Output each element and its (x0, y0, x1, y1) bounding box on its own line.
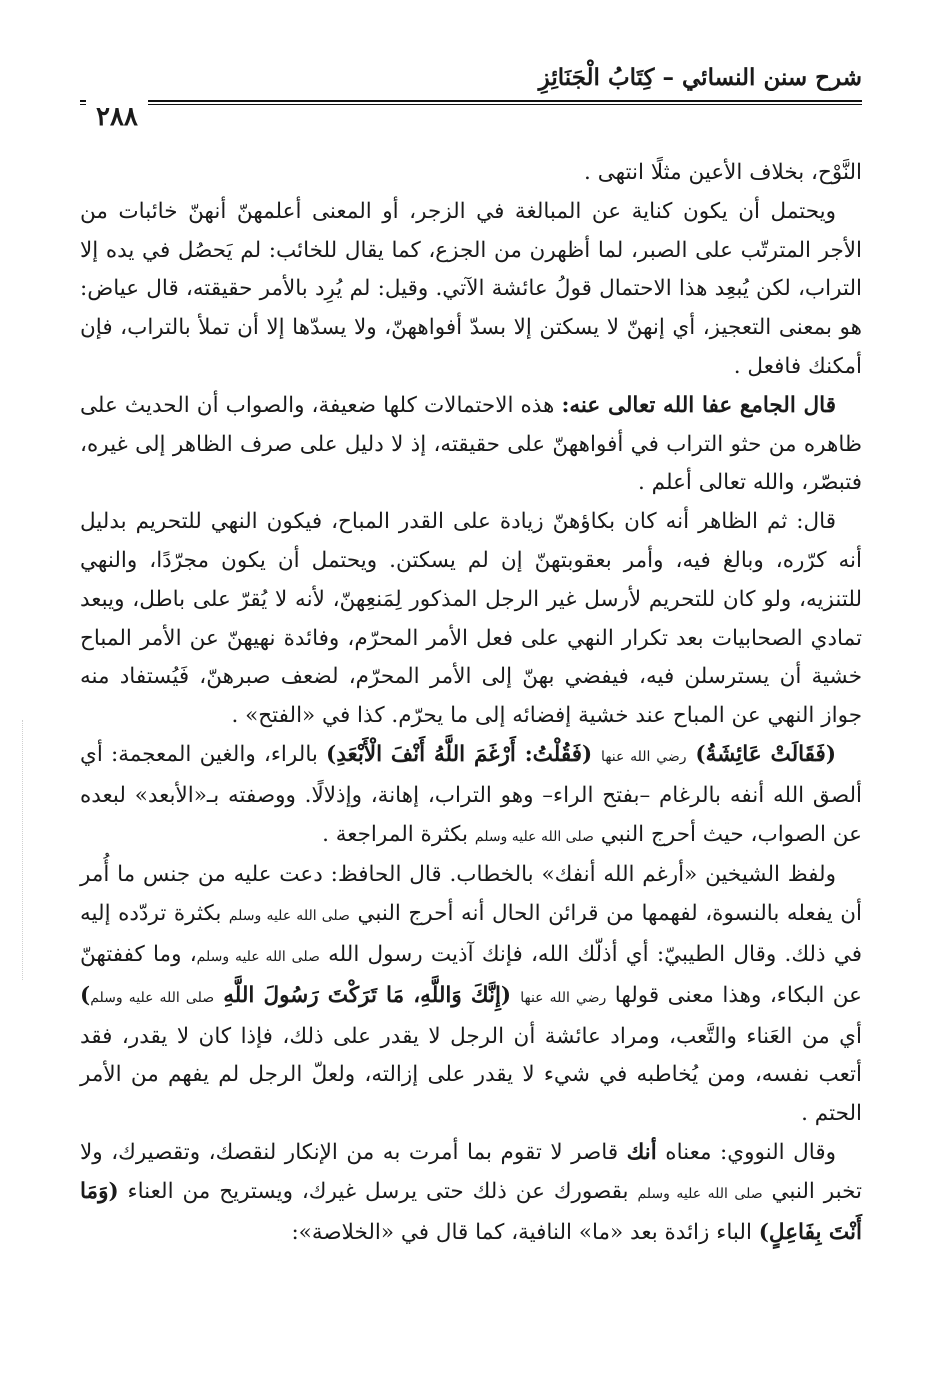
honorific-glyph: رضي الله عنها (601, 748, 687, 765)
header-rule (80, 100, 862, 105)
paragraph (80, 193, 862, 387)
honorific-glyph: صلى الله عليه وسلم (474, 828, 594, 845)
bold-text-run: (فَقَالَتْ عَائِشَةُ) (686, 741, 837, 767)
text-run: وقال النووي: معناه (656, 1139, 836, 1165)
text-run: بقصورك عن ذلك حتى يرسل غيرك، ويستريح من العناء (118, 1178, 638, 1204)
text-run: النَّوْح، بخلاف الأعين مثلًا انتهى . (584, 160, 862, 185)
paragraph (80, 736, 862, 856)
text-run: الباء زائدة بعد «ما» النافية، كما قال في «الخلاصة»: (291, 1219, 759, 1245)
bold-text-run: (وَمَا أَنْتَ بِفَاعِلٍ) (80, 1178, 862, 1245)
scan-margin-mark (22, 720, 23, 980)
paragraph (80, 503, 862, 736)
text-run: بالراء، والغين المعجمة: أي ألصق الله أنفه بالرغام –بفتح الراء– وهو التراب، إهانة، وإذلالًا. ووصفته بـ«الأبعد» لبعده عن الصواب، حيث أحرج النبي (80, 741, 862, 847)
bold-text-run: (إِنَّكَ وَاللَّهِ، مَا تَرَكْتَ رَسُولَ اللَّهِ (214, 982, 521, 1008)
text-run: بكثرة المراجعة . (322, 821, 475, 847)
bold-text-run: (فَقُلْتُ: أَرْغَمَ اللَّهُ أَنْفَ الْأَبْعَدِ) (326, 741, 602, 767)
paragraph (80, 387, 862, 503)
bold-text-run: أنك (626, 1139, 657, 1165)
paragraph (80, 1134, 862, 1252)
text-run: بكثرة تردّده إليه في ذلك. وقال الطيبيّ: أي أذلّك الله، فإنك آذيت رسول الله (80, 901, 863, 967)
bold-text-run: ) (80, 982, 91, 1008)
book-page (80, 60, 862, 1252)
bold-text-run: قال الجامع عفا الله تعالى عنه: (561, 392, 836, 418)
honorific-glyph: صلى الله عليه وسلم (196, 948, 320, 965)
paragraph (80, 856, 862, 1134)
text-run: قاصر لا تقوم بما أمرت به من الإنكار لنقصك، وتقصيرك، ولا تخبر النبي (80, 1139, 862, 1204)
text-run: ، وما كففتهنّ عن البكاء، وهذا معنى قولها (80, 941, 862, 1008)
page-number: ٢٨٨ (86, 100, 148, 134)
running-title: شرح سنن النسائي – كِتَابُ الْجَنَائِزِ (538, 64, 862, 91)
body-text (80, 154, 862, 1252)
honorific-glyph: رضي الله عنها (520, 989, 607, 1006)
honorific-glyph: صلى الله عليه وسلم (637, 1185, 763, 1202)
honorific-glyph: صلى الله عليه وسلم (228, 908, 350, 925)
text-run: ويحتمل أن يكون كناية عن المبالغة في الزجر، أو المعنى أعلمهنّ أنهنّ خائبات من الأجر المترتّب على الصبر، لما أظهرن من الجزع، كما يقال للخائب: لم يَحصُل في يده إلا التراب، لكن يُبعِد هذا الاحتمال قولُ عائشة الآتي. وقيل: لم يُرِد بالأمر حقيقته، قال عياض: هو بمعنى التعجيز، أي إنهنّ لا يسكتن إلا بسدّ أفواههنّ، ولا يسدّها إلا أن تملأ بالتراب، فإن أمكنك فافعل . (80, 198, 862, 379)
text-run: ولفظ الشيخين «أرغم الله أنفك» بالخطاب. قال الحافظ: دعت عليه من جنس ما أُمر أن يفعله بالنسوة، لفهمها من قرائن الحال أنه أحرج النبي (80, 862, 862, 927)
text-run: قال: ثم الظاهر أنه كان بكاؤهنّ زيادة على القدر المباح، فيكون النهي للتحريم بدليل أنه كرّره، وبالغ فيه، وأمر بعقوبتهنّ إن لم يسكتن. ويحتمل أن يكون مجرّدًا، والنهي للتنزيه، ولو كان للتحريم لأرسل غير الرجل المذكور لِمَنعِهنّ، لأنه لا يُقرّ على باطل، ويبعد تمادي الصحابيات بعد تكرار النهي على فعل الأمر المحرّم، وفائدة نهيهنّ عن الأمر المباح خشية أن يسترسلن فيه، فيفضي بهنّ إلى الأمر المحرّم، لضعف صبرهنّ، فَيُستفاد منه جواز النهي عن المباح عند خشية إفضائه إلى ما يحرّم. كذا في «الفتح» . (80, 509, 862, 729)
page-header (80, 60, 862, 132)
text-run: أي من العَناء والتَّعب، ومراد عائشة أن الرجل لا يقدر على ذلك، فإذا كان لا يقدر، فقد أتعب نفسه، ومن يُخاطبه في شيء لا يقدر على إزالته، ولعلّ الرجل لم يفهم من الأمر الحتم . (80, 1023, 862, 1127)
paragraph (80, 154, 862, 193)
text-run: هذه الاحتمالات كلها ضعيفة، والصواب أن الحديث على ظاهره من حثو التراب في أفواههنّ على حقيقته، إذ لا دليل على صرف الظاهر إلى غيره، فتبصّر، والله تعالى أعلم . (80, 392, 862, 496)
honorific-glyph: صلى الله عليه وسلم (90, 989, 215, 1006)
